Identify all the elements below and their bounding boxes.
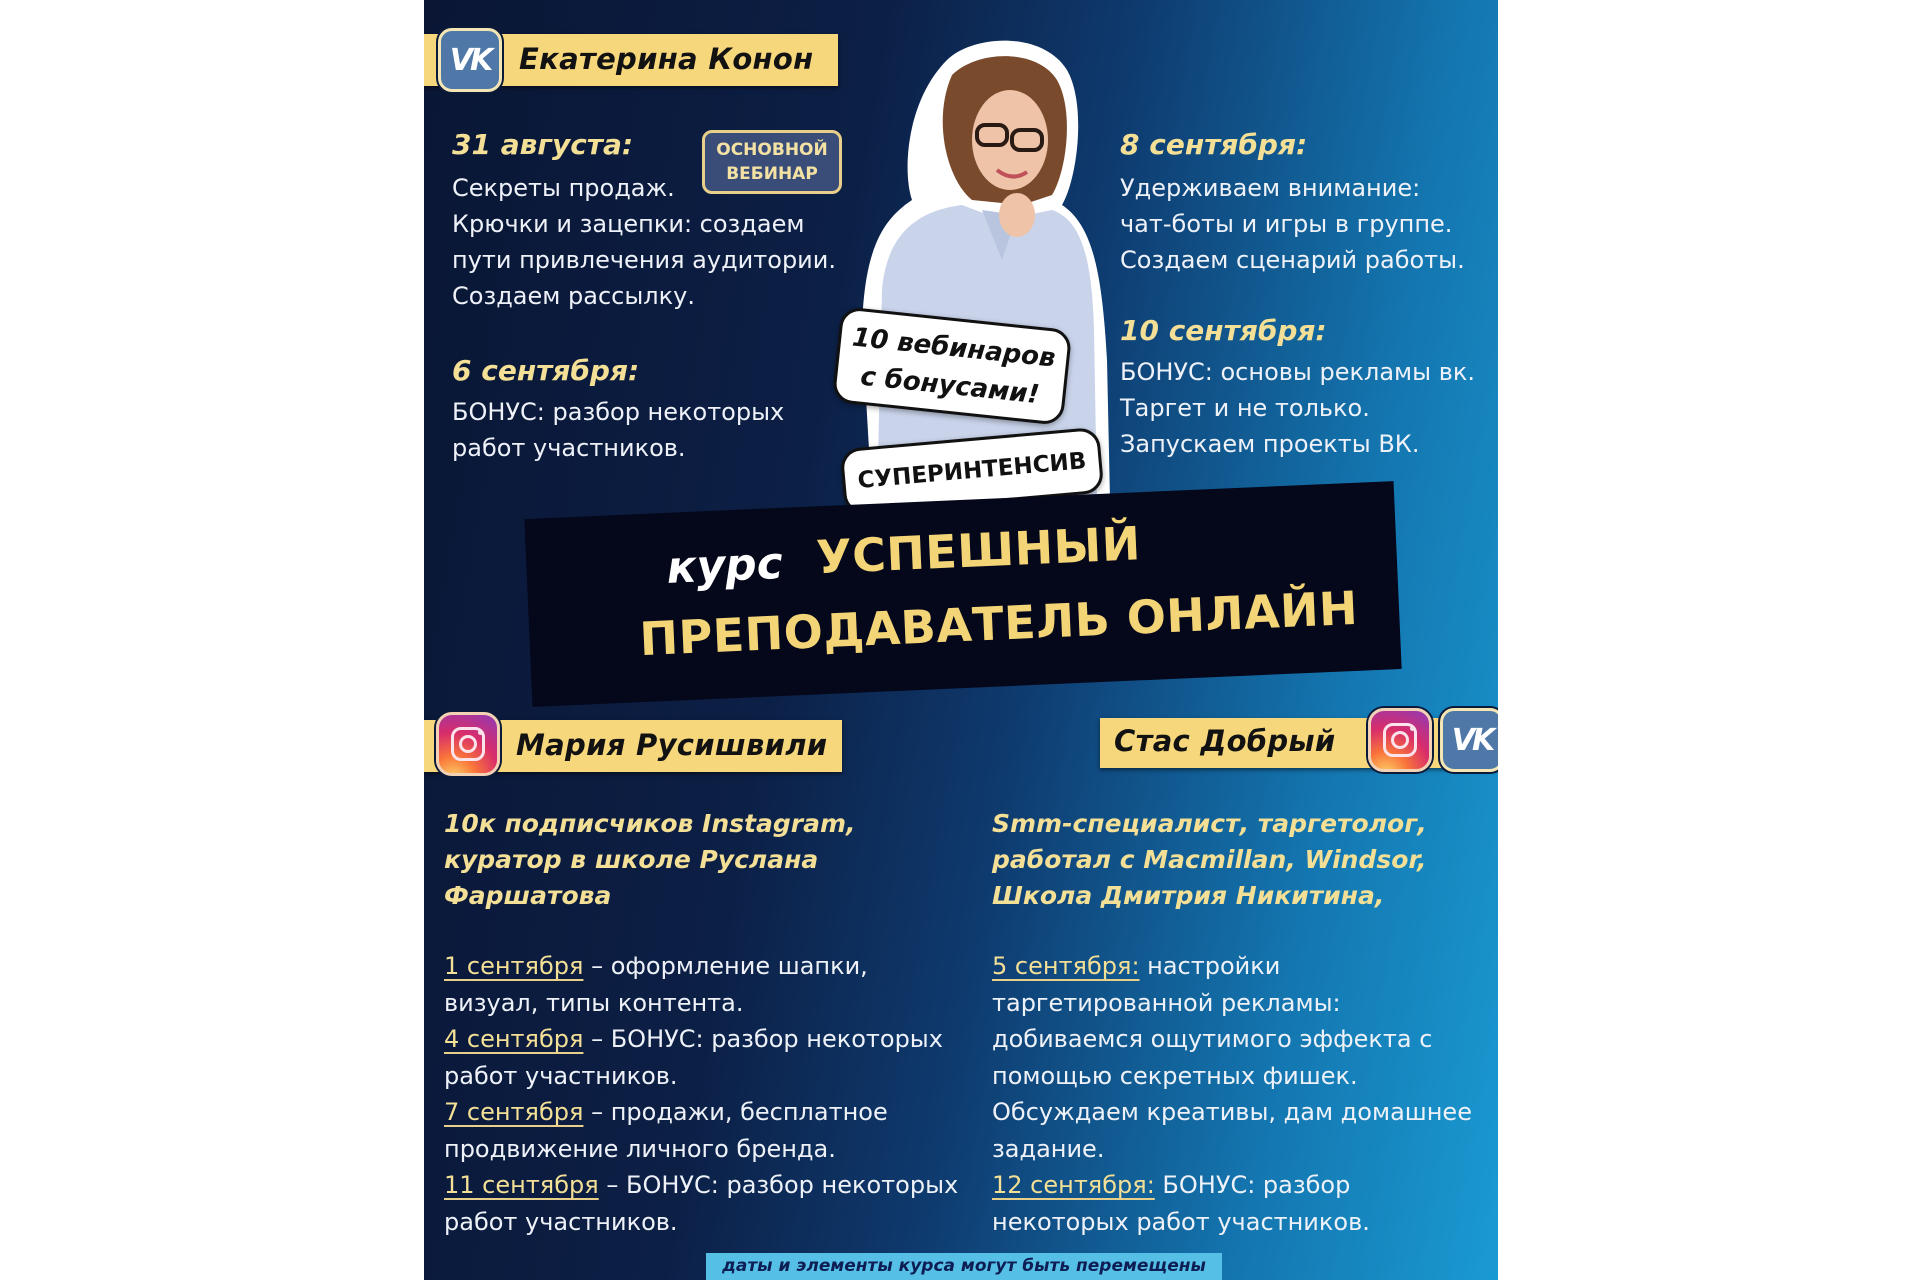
schedule-date: 7 сентября — [444, 1098, 584, 1126]
sticker-line: с бонусами! — [858, 361, 1041, 411]
schedule-date: 12 сентября: — [992, 1171, 1155, 1199]
text-line: Крючки и зацепки: создаем — [452, 210, 805, 238]
schedule-text: работ участников. — [444, 1207, 678, 1236]
schedule-date: 4 сентября — [444, 1025, 584, 1053]
text-line: Таргет и не только. — [1120, 394, 1370, 422]
text-line: Фаршатова — [444, 881, 612, 910]
speaker-schedule — [992, 948, 1472, 1240]
speaker-description — [444, 806, 856, 914]
text-line: куратор в школе Руслана — [444, 845, 819, 874]
schedule-item — [444, 948, 958, 985]
text-line: Smm-специалист, таргетолог, — [992, 809, 1427, 838]
session-description — [1120, 354, 1475, 462]
course-title-banner — [524, 481, 1401, 707]
schedule-item — [444, 1021, 958, 1058]
title-line-2: ПРЕПОДАВАТЕЛЬ ОНЛАЙН — [638, 580, 1360, 667]
schedule-item — [444, 1167, 958, 1204]
schedule-date: 11 сентября — [444, 1171, 599, 1199]
schedule-text: задание. — [992, 1134, 1105, 1163]
footer-note: даты и элементы курса могут быть перемещены — [706, 1253, 1222, 1280]
title-prefix: курс — [665, 537, 784, 594]
schedule-text: визуал, типы контента. — [444, 988, 744, 1017]
speaker-description — [992, 806, 1427, 914]
schedule-text: Обсуждаем креативы, дам домашнее — [992, 1098, 1472, 1126]
speaker-name: Мария Русишвили — [516, 728, 828, 762]
schedule-item — [992, 1167, 1472, 1204]
schedule-text: – БОНУС: разбор некоторых — [598, 1171, 959, 1199]
text-line: чат-боты и игры в группе. — [1120, 210, 1453, 238]
vk-icon: VK — [438, 28, 502, 92]
schedule-text: – БОНУС: разбор некоторых — [583, 1025, 943, 1053]
badge-line: ОСНОВНОЙ — [716, 140, 828, 160]
text-line: Секреты продаж. — [452, 174, 675, 202]
schedule-text: добиваемся ощутимого эффекта с — [992, 1025, 1433, 1053]
text-line: Школа Дмитрия Никитина, — [992, 881, 1385, 910]
text-line: Удерживаем внимание: — [1120, 174, 1421, 202]
text-line: БОНУС: разбор некоторых — [452, 398, 785, 426]
session-description — [452, 394, 784, 466]
schedule-item — [992, 948, 1472, 985]
schedule-text: – продажи, бесплатное — [583, 1098, 888, 1126]
schedule-text: продвижение личного бренда. — [444, 1134, 836, 1163]
schedule-text: настройки — [1139, 952, 1281, 980]
speaker-name: Екатерина Конон — [519, 42, 814, 76]
speaker-name: Стас Добрый — [1114, 724, 1336, 758]
schedule-date: 1 сентября — [444, 952, 584, 980]
instagram-icon — [436, 712, 500, 776]
schedule-date: 5 сентября: — [992, 952, 1140, 980]
text-line: Запускаем проекты ВК. — [1120, 430, 1420, 458]
session-date: 6 сентября: — [452, 354, 640, 387]
vk-icon: VK — [1440, 708, 1498, 772]
schedule-item — [444, 1094, 958, 1131]
instagram-icon — [1368, 708, 1432, 772]
speaker-schedule — [444, 948, 958, 1240]
text-line: работал с Macmillan, Windsor, — [992, 845, 1427, 874]
text-line: пути привлечения аудитории. — [452, 246, 836, 274]
session-description — [452, 170, 836, 314]
course-poster — [424, 0, 1498, 1280]
title-line-1: УСПЕШНЫЙ — [815, 516, 1142, 585]
schedule-text: БОНУС: разбор — [1154, 1171, 1351, 1199]
schedule-text: таргетированной рекламы: — [992, 988, 1341, 1017]
badge-line: ВЕБИНАР — [726, 164, 818, 184]
text-line: БОНУС: основы рекламы вк. — [1120, 358, 1475, 386]
text-line: 10к подписчиков Instagram, — [444, 809, 856, 838]
schedule-text: помощью секретных фишек. — [992, 1061, 1358, 1090]
schedule-text: – оформление шапки, — [583, 952, 868, 980]
session-description — [1120, 170, 1465, 278]
session-date: 8 сентября: — [1120, 128, 1308, 161]
superintensive-sticker: СУПЕРИНТЕНСИВ — [840, 427, 1105, 515]
session-date: 10 сентября: — [1120, 314, 1327, 347]
text-line: работ участников. — [452, 434, 686, 462]
sticker-line: 10 вебинаров — [850, 322, 1057, 374]
schedule-text: работ участников. — [444, 1061, 678, 1090]
text-line: Создаем рассылку. — [452, 282, 695, 310]
text-line: Создаем сценарий работы. — [1120, 246, 1465, 274]
schedule-text: некоторых работ участников. — [992, 1207, 1370, 1236]
session-date: 31 августа: — [452, 128, 634, 161]
